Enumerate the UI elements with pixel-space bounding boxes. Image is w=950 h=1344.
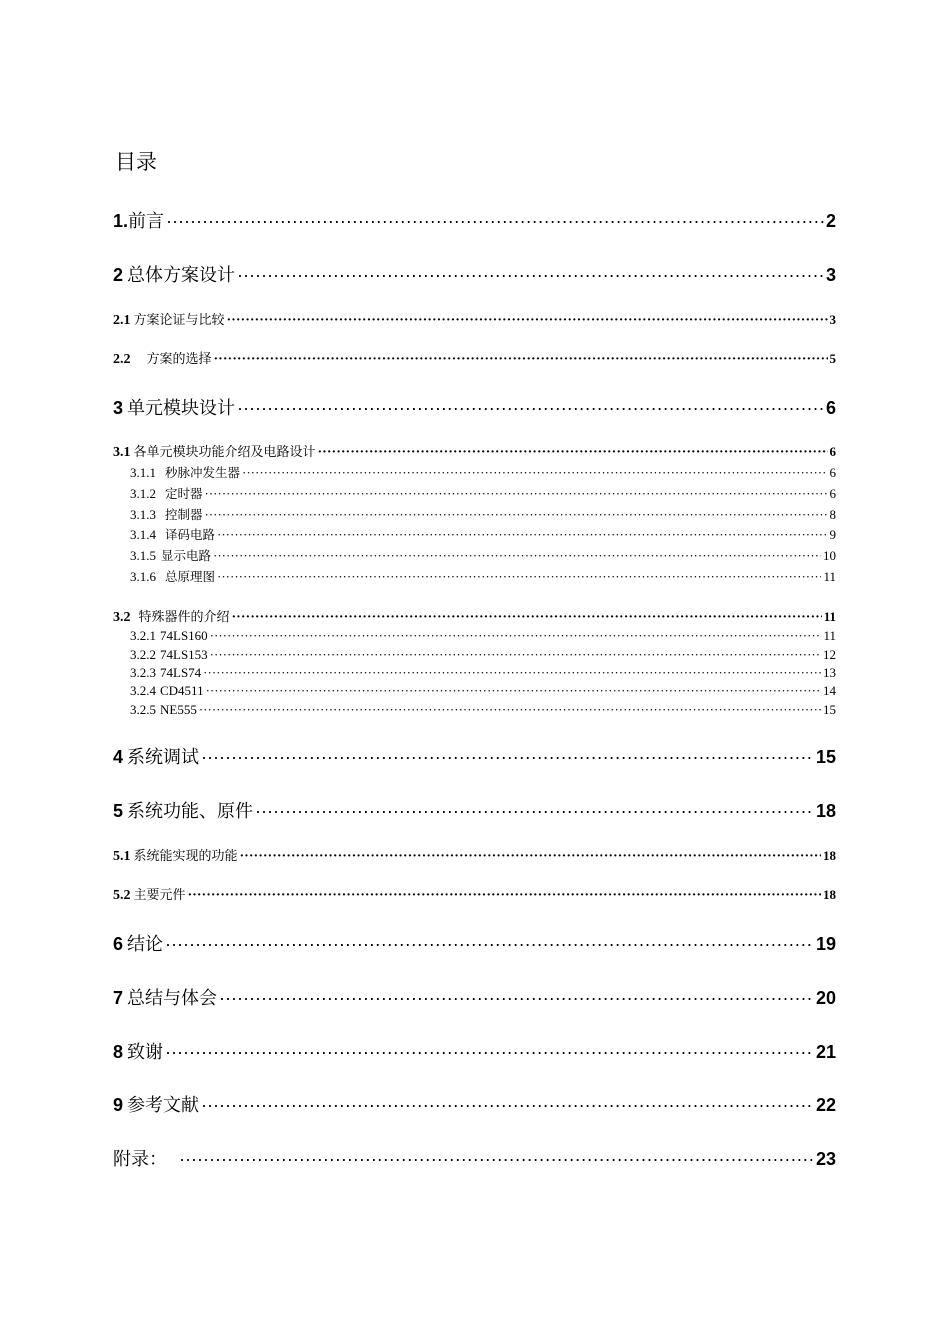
entry-page: 3	[825, 265, 836, 285]
entry-number: 4	[113, 747, 124, 767]
entry-number: 8	[113, 1042, 124, 1062]
toc-entry-3-1-6[interactable]	[130, 568, 836, 586]
entry-page: 14	[823, 683, 836, 698]
toc-entry-3-1[interactable]	[113, 442, 836, 463]
entry-label: 方案的选择	[146, 352, 212, 367]
entry-number: 5.2	[113, 888, 131, 903]
leader-dots	[240, 847, 821, 867]
entry-label: 参考文献	[127, 1095, 200, 1116]
leader-dots	[214, 350, 828, 370]
toc-entry-7[interactable]	[113, 986, 836, 1011]
entry-page: 3	[829, 312, 836, 327]
toc-entry-2-1[interactable]	[113, 310, 836, 331]
toc-entry-3-2-1[interactable]	[130, 627, 836, 645]
toc-entry-3-2-4[interactable]	[130, 682, 836, 700]
entry-page: 12	[823, 647, 836, 662]
leader-dots	[205, 506, 828, 524]
entry-label: 显示电路	[161, 548, 212, 563]
leader-dots	[210, 627, 822, 645]
entry-page: 10	[823, 548, 836, 563]
entry-number: 3.2	[113, 610, 131, 625]
leader-dots	[210, 646, 821, 664]
entry-page: 18	[815, 801, 836, 821]
entry-page: 11	[823, 628, 836, 643]
entry-number: 3.2.4	[130, 683, 156, 698]
toc-entry-3[interactable]	[113, 396, 836, 421]
leader-dots	[318, 443, 828, 463]
toc-entry-3-1-3[interactable]	[130, 506, 836, 524]
toc-entry-5-1[interactable]	[113, 846, 836, 867]
entry-number: 3	[113, 398, 124, 418]
leader-dots	[237, 396, 824, 420]
leader-dots	[205, 485, 828, 503]
toc-entry-3-1-1[interactable]	[130, 464, 836, 482]
entry-page: 20	[815, 988, 836, 1008]
leader-dots	[201, 1093, 814, 1117]
entry-label: 74LS160	[160, 628, 208, 643]
leader-dots	[227, 311, 828, 331]
leader-dots	[237, 263, 824, 287]
entry-number: 2.2	[113, 352, 131, 367]
leader-dots	[199, 701, 821, 719]
toc-entry-2[interactable]	[113, 263, 836, 288]
entry-page: 2	[825, 211, 836, 231]
entry-number: 3.2.3	[130, 665, 156, 680]
entry-label: 系统能实现的功能	[133, 849, 238, 864]
entry-number: 3.2.1	[130, 628, 156, 643]
leader-dots	[188, 886, 821, 906]
entry-number: 3.1.3	[130, 507, 156, 522]
entry-label: 74LS153	[160, 647, 208, 662]
entry-number: 2	[113, 265, 124, 285]
entry-label: 系统功能、原件	[127, 801, 254, 822]
leader-dots	[179, 1147, 814, 1171]
entry-number: 3.1.4	[130, 527, 156, 542]
entry-page: 8	[829, 507, 836, 522]
entry-page: 19	[815, 934, 836, 954]
leader-dots	[219, 986, 814, 1010]
entry-page: 6	[825, 398, 836, 418]
entry-label: 各单元模块功能介绍及电路设计	[133, 445, 316, 460]
leader-dots	[242, 464, 827, 482]
entry-page: 6	[829, 486, 836, 501]
entry-page: 13	[823, 665, 836, 680]
entry-number: 6	[113, 934, 124, 954]
entry-page: 5	[829, 351, 836, 366]
entry-number: 5	[113, 801, 124, 821]
entry-page: 11	[823, 569, 836, 584]
entry-number: 3.2.2	[130, 647, 156, 662]
toc-entry-5[interactable]	[113, 799, 836, 824]
toc-entry-1[interactable]	[113, 209, 836, 234]
leader-dots	[201, 745, 814, 769]
entry-page: 15	[823, 702, 836, 717]
entry-label: CD4511	[160, 683, 204, 698]
entry-number: 2.1	[113, 313, 131, 328]
entry-label: 附录：	[113, 1149, 167, 1170]
entry-label: 特殊器件的介绍	[138, 610, 230, 625]
entry-number: 7	[113, 988, 124, 1008]
toc-entry-3-1-4[interactable]	[130, 526, 836, 544]
entry-number: 1.	[113, 211, 129, 231]
toc-entry-3-2-5[interactable]	[130, 701, 836, 719]
toc-entry-4[interactable]	[113, 745, 836, 770]
toc-entry-3-2-3[interactable]	[130, 664, 836, 682]
leader-dots	[165, 1040, 814, 1064]
entry-label: 定时器	[165, 486, 203, 501]
entry-number: 3.1.5	[130, 548, 156, 563]
entry-label: 系统调试	[127, 747, 200, 768]
entry-page: 11	[823, 609, 836, 624]
entry-page: 9	[829, 527, 836, 542]
leader-dots	[255, 799, 814, 823]
entry-label: 译码电路	[165, 527, 216, 542]
entry-number: 3.1.6	[130, 569, 156, 584]
leader-dots	[165, 932, 814, 956]
entry-number: 3.1	[113, 445, 131, 460]
entry-label: 前言	[128, 211, 165, 232]
entry-number: 9	[113, 1095, 124, 1115]
entry-label: NE555	[160, 702, 197, 717]
entry-page: 21	[815, 1042, 836, 1062]
leader-dots	[217, 568, 821, 586]
toc-entry-2-2[interactable]	[113, 349, 836, 370]
entry-label: 结论	[127, 934, 164, 955]
toc-entry-appendix[interactable]	[113, 1147, 836, 1172]
leader-dots	[213, 547, 821, 565]
entry-label: 主要元件	[133, 888, 186, 903]
entry-label: 秒脉冲发生器	[165, 465, 241, 480]
entry-page: 18	[823, 887, 836, 902]
entry-number: 5.1	[113, 849, 131, 864]
toc-entry-5-2[interactable]	[113, 885, 836, 906]
entry-label: 致谢	[127, 1042, 164, 1063]
toc-entry-3-2[interactable]	[113, 607, 836, 628]
toc-title: 目录	[115, 150, 157, 174]
entry-label: 74LS74	[160, 665, 202, 680]
entry-number: 3.1.1	[130, 465, 156, 480]
entry-page: 6	[829, 465, 836, 480]
entry-number: 3.1.2	[130, 486, 156, 501]
entry-label: 总结与体会	[127, 988, 218, 1009]
entry-number: 3.2.5	[130, 702, 156, 717]
entry-label: 单元模块设计	[127, 398, 236, 419]
entry-label: 总体方案设计	[127, 265, 236, 286]
toc-entry-3-1-5[interactable]	[130, 547, 836, 565]
leader-dots	[232, 608, 822, 628]
toc-entry-9[interactable]	[113, 1093, 836, 1118]
entry-label: 总原理图	[165, 569, 216, 584]
toc-entry-3-2-2[interactable]	[130, 646, 836, 664]
entry-page: 22	[815, 1095, 836, 1115]
entry-page: 23	[815, 1149, 836, 1169]
toc-entry-6[interactable]	[113, 932, 836, 957]
leader-dots	[217, 526, 827, 544]
toc-entry-3-1-2[interactable]	[130, 485, 836, 503]
leader-dots	[203, 664, 821, 682]
entry-label: 方案论证与比较	[133, 313, 225, 328]
entry-page: 15	[815, 747, 836, 767]
entry-page: 6	[829, 444, 836, 459]
toc-entry-8[interactable]	[113, 1040, 836, 1065]
leader-dots	[166, 209, 824, 233]
entry-label: 控制器	[165, 507, 203, 522]
entry-page: 18	[823, 848, 836, 863]
leader-dots	[206, 682, 821, 700]
